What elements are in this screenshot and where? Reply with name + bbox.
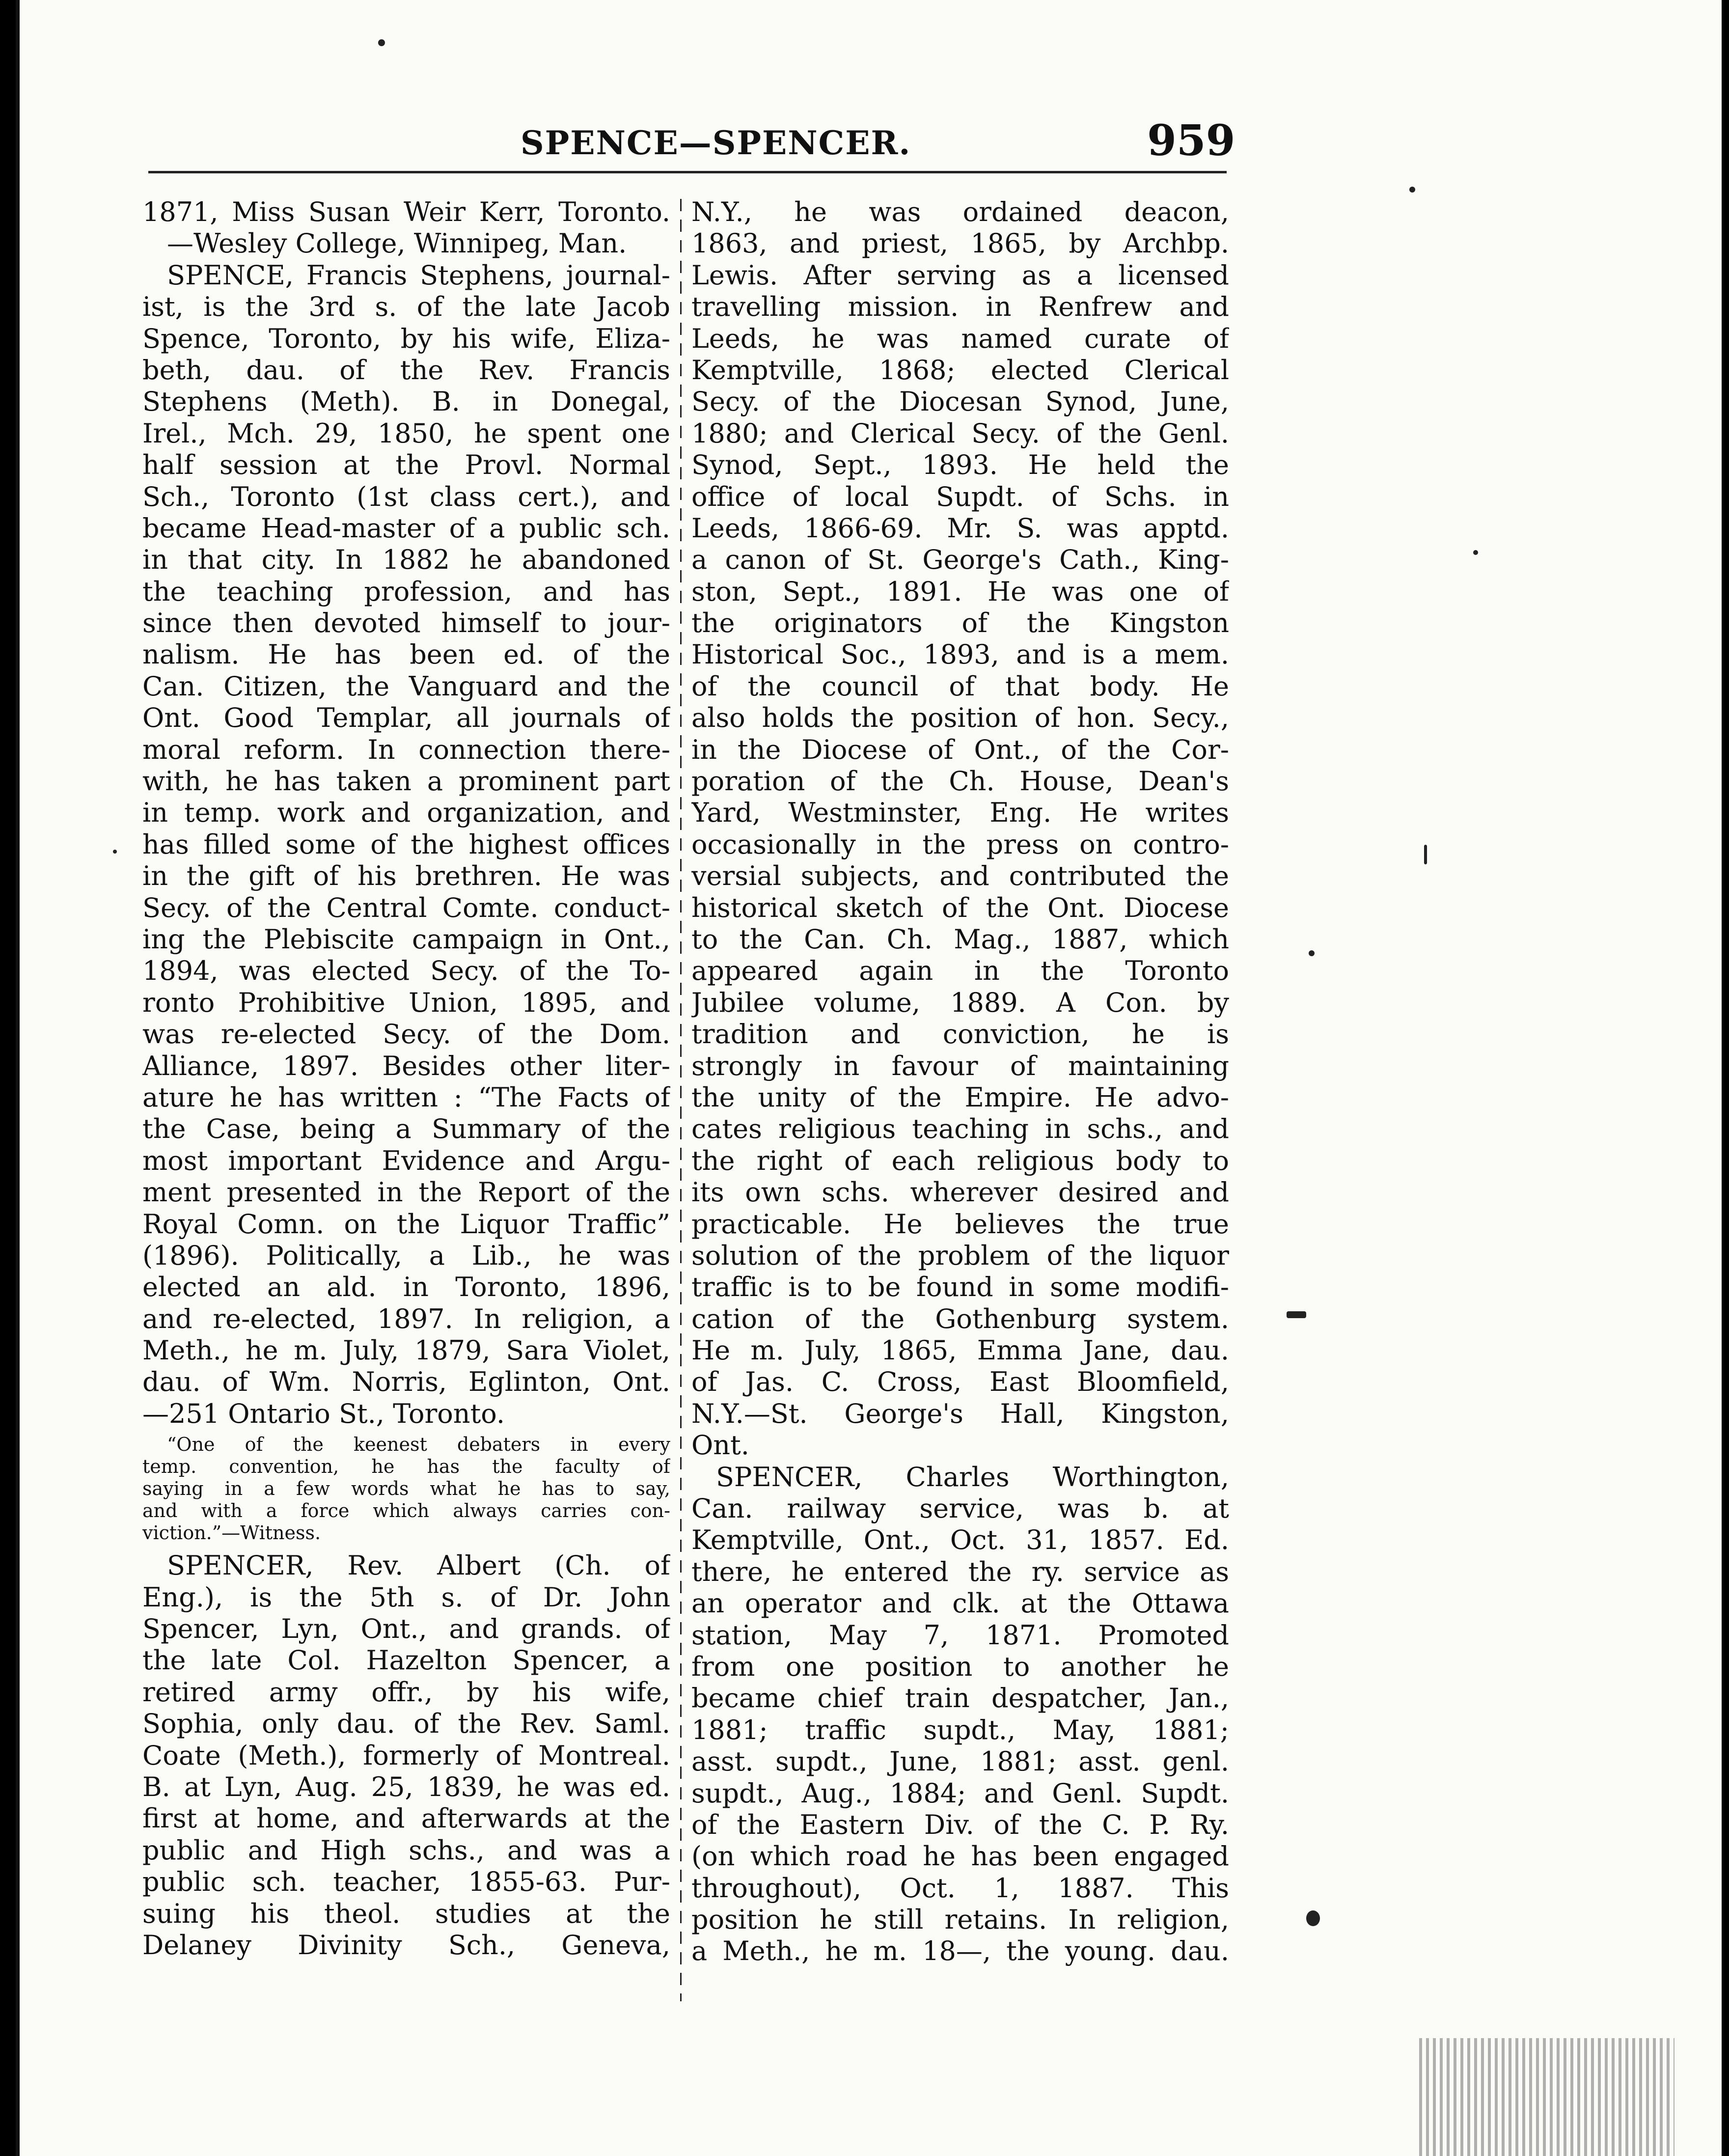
text-line: was re-elected Secy. of the Dom.: [142, 1019, 670, 1050]
text-line: travelling mission. in Renfrew and: [691, 291, 1229, 323]
text-line: from one position to another he: [691, 1651, 1229, 1682]
page-number: 959: [1147, 116, 1235, 166]
text-line: Spencer, Lyn, Ont., and grands. of: [142, 1613, 670, 1645]
text-line: ist, is the 3rd s. of the late Jacob: [142, 291, 670, 323]
text-line: Coate (Meth.), formerly of Montreal.: [142, 1740, 670, 1771]
column-divider: [680, 199, 682, 2001]
scan-smudge: [1419, 2038, 1674, 2156]
text-line: office of local Supdt. of Schs. in: [691, 481, 1229, 512]
scan-speck: [1309, 950, 1315, 956]
text-line: Yard, Westminster, Eng. He writes: [691, 797, 1229, 829]
right-column: [691, 196, 1229, 1967]
text-line: in that city. In 1882 he abandoned: [142, 544, 670, 576]
text-line: Synod, Sept., 1893. He held the: [691, 449, 1229, 481]
text-line: tradition and conviction, he is: [691, 1019, 1229, 1050]
text-line: with, he has taken a prominent part: [142, 766, 670, 797]
text-line: Meth., he m. July, 1879, Sara Violet,: [142, 1335, 670, 1366]
text-line: the originators of the Kingston: [691, 608, 1229, 639]
text-line: appeared again in the Toronto: [691, 955, 1229, 987]
text-line: —Wesley College, Winnipeg, Man.: [167, 228, 627, 259]
text-line: SPENCER, Charles Worthington,: [716, 1461, 1229, 1493]
text-line: beth, dau. of the Rev. Francis: [142, 354, 670, 386]
text-line: position he still retains. In religion,: [691, 1904, 1229, 1935]
scan-speck: [1473, 550, 1478, 555]
text-line: (1896). Politically, a Lib., he was: [142, 1240, 670, 1271]
text-line: Leeds, 1866-69. Mr. S. was apptd.: [691, 512, 1229, 544]
text-line: the unity of the Empire. He advo-: [691, 1081, 1229, 1113]
text-line: Delaney Divinity Sch., Geneva,: [142, 1929, 670, 1961]
scan-speck: [1287, 1311, 1306, 1318]
text-line: of the Eastern Div. of the C. P. Ry.: [691, 1809, 1229, 1840]
text-line: 1894, was elected Secy. of the To-: [142, 955, 670, 987]
text-line: 1881; traffic supdt., May, 1881;: [691, 1714, 1229, 1745]
text-line: Stephens (Meth). B. in Donegal,: [142, 386, 670, 417]
text-line: practicable. He believes the true: [691, 1208, 1229, 1240]
text-line: station, May 7, 1871. Promoted: [691, 1619, 1229, 1651]
text-line: viction.”—Witness.: [142, 1522, 321, 1544]
text-line: half session at the Provl. Normal: [142, 449, 670, 481]
text-line: Kemptville, Ont., Oct. 31, 1857. Ed.: [691, 1524, 1229, 1556]
text-line: 1863, and priest, 1865, by Archbp.: [691, 228, 1229, 259]
text-line: Leeds, he was named curate of: [691, 323, 1229, 354]
text-line: Ont.: [691, 1430, 749, 1461]
scan-speck: [1424, 845, 1427, 864]
text-line: first at home, and afterwards at the: [142, 1803, 670, 1834]
text-line: retired army offr., by his wife,: [142, 1676, 670, 1708]
text-line: Jubilee volume, 1889. A Con. by: [691, 987, 1229, 1018]
text-line: of the council of that body. He: [691, 670, 1229, 702]
scan-speck: [113, 850, 117, 854]
text-line: the Case, being a Summary of the: [142, 1113, 670, 1145]
text-line: Irel., Mch. 29, 1850, he spent one: [142, 417, 670, 449]
scan-speck: [1409, 187, 1415, 193]
text-line: a Meth., he m. 18—, the young. dau.: [691, 1935, 1229, 1967]
text-line: SPENCER, Rev. Albert (Ch. of: [167, 1550, 670, 1581]
text-line: saying in a few words what he has to say,: [142, 1478, 670, 1500]
text-line: (on which road he has been engaged: [691, 1841, 1229, 1872]
text-line: Can. Citizen, the Vanguard and the: [142, 670, 670, 702]
text-line: the late Col. Hazelton Spencer, a: [142, 1645, 670, 1676]
text-line: most important Evidence and Argu-: [142, 1145, 670, 1176]
text-line: Sch., Toronto (1st class cert.), and: [142, 481, 670, 512]
text-line: there, he entered the ry. service as: [691, 1556, 1229, 1587]
text-line: B. at Lyn, Aug. 25, 1839, he was ed.: [142, 1771, 670, 1802]
text-line: and re-elected, 1897. In religion, a: [142, 1303, 670, 1334]
text-line: ature he has written : “The Facts of: [142, 1081, 670, 1113]
text-line: ston, Sept., 1891. He was one of: [691, 576, 1229, 607]
text-line: since then devoted himself to jour-: [142, 608, 670, 639]
text-line: Historical Soc., 1893, and is a mem.: [691, 639, 1229, 670]
text-line: Can. railway service, was b. at: [691, 1493, 1229, 1524]
text-line: Secy. of the Diocesan Synod, June,: [691, 386, 1229, 417]
text-line: 1880; and Clerical Secy. of the Genl.: [691, 417, 1229, 449]
left-column: [142, 196, 670, 1961]
text-line: SPENCE, Francis Stephens, journal-: [167, 259, 670, 291]
text-line: became Head-master of a public sch.: [142, 512, 670, 544]
text-line: versial subjects, and contributed the: [691, 860, 1229, 892]
header-rule: [148, 171, 1227, 173]
text-line: to the Can. Ch. Mag., 1887, which: [691, 923, 1229, 955]
text-line: the teaching profession, and has: [142, 576, 670, 607]
text-line: its own schs. wherever desired and: [691, 1177, 1229, 1208]
text-line: cates religious teaching in schs., and: [691, 1113, 1229, 1145]
text-line: an operator and clk. at the Ottawa: [691, 1588, 1229, 1619]
text-line: and with a force which always carries con-: [142, 1500, 670, 1522]
text-line: asst. supdt., June, 1881; asst. genl.: [691, 1746, 1229, 1777]
text-line: became chief train despatcher, Jan.,: [691, 1683, 1229, 1714]
text-line: N.Y.—St. George's Hall, Kingston,: [691, 1398, 1229, 1429]
text-line: Royal Comn. on the Liquor Traffic”: [142, 1208, 670, 1240]
document-page: [16, 0, 1722, 2156]
text-line: —251 Ontario St., Toronto.: [142, 1398, 505, 1429]
text-line: solution of the problem of the liquor: [691, 1240, 1229, 1271]
text-line: Ont. Good Templar, all journals of: [142, 702, 670, 734]
text-line: Lewis. After serving as a licensed: [691, 259, 1229, 291]
text-line: in the Diocese of Ont., of the Cor-: [691, 734, 1229, 765]
text-line: ing the Plebiscite campaign in Ont.,: [142, 923, 670, 955]
text-line: also holds the position of hon. Secy.,: [691, 702, 1229, 734]
text-line: dau. of Wm. Norris, Eglinton, Ont.: [142, 1366, 670, 1398]
text-line: Kemptville, 1868; elected Clerical: [691, 354, 1229, 386]
text-line: nalism. He has been ed. of the: [142, 639, 670, 670]
text-line: occasionally in the press on contro-: [691, 829, 1229, 860]
text-line: elected an ald. in Toronto, 1896,: [142, 1271, 670, 1303]
text-line: a canon of St. George's Cath., King-: [691, 544, 1229, 576]
text-line: strongly in favour of maintaining: [691, 1050, 1229, 1081]
text-line: traffic is to be found in some modifi-: [691, 1271, 1229, 1303]
scan-speck: [1306, 1910, 1320, 1926]
text-line: in temp. work and organization, and: [142, 797, 670, 829]
text-line: suing his theol. studies at the: [142, 1898, 670, 1929]
text-line: of Jas. C. Cross, East Bloomfield,: [691, 1366, 1229, 1398]
text-line: has filled some of the highest offices: [142, 829, 670, 860]
text-line: supdt., Aug., 1884; and Genl. Supdt.: [691, 1777, 1229, 1809]
text-line: public and High schs., and was a: [142, 1834, 670, 1866]
text-line: poration of the Ch. House, Dean's: [691, 766, 1229, 797]
text-line: in the gift of his brethren. He was: [142, 860, 670, 892]
text-line: Sophia, only dau. of the Rev. Saml.: [142, 1708, 670, 1740]
scan-speck: [378, 39, 385, 46]
text-line: “One of the keenest debaters in every: [167, 1434, 670, 1456]
text-line: Alliance, 1897. Besides other liter-: [142, 1050, 670, 1081]
text-line: Secy. of the Central Comte. conduct-: [142, 892, 670, 923]
text-line: throughout), Oct. 1, 1887. This: [691, 1872, 1229, 1904]
text-line: ronto Prohibitive Union, 1895, and: [142, 987, 670, 1018]
text-line: public sch. teacher, 1855-63. Pur-: [142, 1866, 670, 1898]
text-line: historical sketch of the Ont. Diocese: [691, 892, 1229, 923]
text-line: N.Y., he was ordained deacon,: [691, 196, 1229, 227]
text-line: 1871, Miss Susan Weir Kerr, Toronto.: [142, 196, 670, 227]
running-head: SPENCE—SPENCER.: [521, 124, 911, 162]
text-line: the right of each religious body to: [691, 1145, 1229, 1176]
text-line: He m. July, 1865, Emma Jane, dau.: [691, 1335, 1229, 1366]
text-line: Eng.), is the 5th s. of Dr. John: [142, 1581, 670, 1613]
text-line: ment presented in the Report of the: [142, 1177, 670, 1208]
text-line: Spence, Toronto, by his wife, Eliza-: [142, 323, 670, 354]
text-line: temp. convention, he has the faculty of: [142, 1456, 670, 1478]
text-line: cation of the Gothenburg system.: [691, 1303, 1229, 1334]
text-line: moral reform. In connection there-: [142, 734, 670, 765]
